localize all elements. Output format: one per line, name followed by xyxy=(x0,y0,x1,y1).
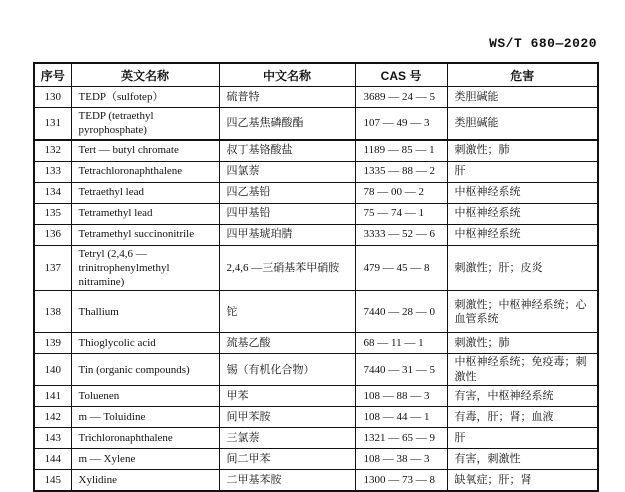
header-chinese-name: 中文名称 xyxy=(219,63,355,87)
table-row xyxy=(34,140,598,162)
header-cas-number: CAS 号 xyxy=(355,63,447,87)
hazard-cell: 中枢神经系统；免疫毒；刺激性 xyxy=(447,354,598,386)
row-number-cell: 139 xyxy=(34,333,71,354)
row-number-cell: 142 xyxy=(34,407,71,428)
row-number-cell: 145 xyxy=(34,470,71,492)
table-row xyxy=(34,203,598,224)
cas-number-cell: 68 — 11 — 1 xyxy=(355,333,447,354)
english-name-cell: Trichloronaphthalene xyxy=(71,428,219,449)
row-number-cell: 132 xyxy=(34,140,71,162)
chinese-name-cell: 硫普特 xyxy=(219,87,355,108)
english-name-cell: TEDP（sulfotep） xyxy=(71,87,219,108)
hazard-cell: 中枢神经系统 xyxy=(447,224,598,245)
table-row xyxy=(34,87,598,108)
table-row xyxy=(34,224,598,245)
cas-number-cell: 3333 — 52 — 6 xyxy=(355,224,447,245)
chinese-name-cell: 叔丁基铬酸盐 xyxy=(219,140,355,162)
table-row xyxy=(34,245,598,291)
chinese-name-cell: 间二甲苯 xyxy=(219,449,355,470)
english-name-cell: Tetrachloronaphthalene xyxy=(71,161,219,182)
english-name-cell: Tin (organic compounds) xyxy=(71,354,219,386)
cas-number-cell: 75 — 74 — 1 xyxy=(355,203,447,224)
chinese-name-cell: 二甲基苯胺 xyxy=(219,470,355,492)
table-row xyxy=(34,108,598,140)
row-number-cell: 135 xyxy=(34,203,71,224)
hazard-cell: 刺激性；中枢神经系统；心血管系统 xyxy=(447,291,598,333)
table-row xyxy=(34,407,598,428)
hazard-cell: 有害，刺激性 xyxy=(447,449,598,470)
hazard-cell: 刺激性；肝；皮炎 xyxy=(447,245,598,291)
header-hazard: 危害 xyxy=(447,63,598,87)
row-number-cell: 144 xyxy=(34,449,71,470)
row-number-cell: 138 xyxy=(34,291,71,333)
cas-number-cell: 78 — 00 — 2 xyxy=(355,182,447,203)
cas-number-cell: 107 — 49 — 3 xyxy=(355,108,447,140)
cas-number-cell: 7440 — 31 — 5 xyxy=(355,354,447,386)
cas-number-cell: 1300 — 73 — 8 xyxy=(355,470,447,492)
table-row xyxy=(34,182,598,203)
table-row xyxy=(34,291,598,333)
english-name-cell: Tetramethyl succinonitrile xyxy=(71,224,219,245)
cas-number-cell: 108 — 38 — 3 xyxy=(355,449,447,470)
table-row xyxy=(34,354,598,386)
hazard-cell: 类胆碱能 xyxy=(447,108,598,140)
hazard-table xyxy=(33,62,599,492)
hazard-cell: 肝 xyxy=(447,428,598,449)
row-number-cell: 143 xyxy=(34,428,71,449)
hazard-cell: 中枢神经系统 xyxy=(447,182,598,203)
hazard-cell: 有毒，肝；肾；血液 xyxy=(447,407,598,428)
english-name-cell: m — Toluidine xyxy=(71,407,219,428)
row-number-cell: 140 xyxy=(34,354,71,386)
table-row xyxy=(34,386,598,407)
english-name-cell: Thioglycolic acid xyxy=(71,333,219,354)
chinese-name-cell: 四乙基铅 xyxy=(219,182,355,203)
cas-number-cell: 7440 — 28 — 0 xyxy=(355,291,447,333)
cas-number-cell: 3689 — 24 — 5 xyxy=(355,87,447,108)
english-name-cell: Tert — butyl chromate xyxy=(71,140,219,162)
hazard-cell: 有害，中枢神经系统 xyxy=(447,386,598,407)
header-row-number: 序号 xyxy=(34,63,71,87)
chinese-name-cell: 2,4,6 —三硝基苯甲硝胺 xyxy=(219,245,355,291)
english-name-cell: Thallium xyxy=(71,291,219,333)
chinese-name-cell: 四甲基铅 xyxy=(219,203,355,224)
chinese-name-cell: 间甲苯胺 xyxy=(219,407,355,428)
table-row xyxy=(34,161,598,182)
row-number-cell: 137 xyxy=(34,245,71,291)
row-number-cell: 133 xyxy=(34,161,71,182)
cas-number-cell: 1335 — 88 — 2 xyxy=(355,161,447,182)
table-row xyxy=(34,333,598,354)
chinese-name-cell: 甲苯 xyxy=(219,386,355,407)
row-number-cell: 141 xyxy=(34,386,71,407)
chinese-name-cell: 铊 xyxy=(219,291,355,333)
chinese-name-cell: 四乙基焦磷酸酯 xyxy=(219,108,355,140)
table-row xyxy=(34,428,598,449)
hazard-cell: 肝 xyxy=(447,161,598,182)
english-name-cell: Tetraethyl lead xyxy=(71,182,219,203)
hazard-cell: 类胆碱能 xyxy=(447,87,598,108)
english-name-cell: m — Xylene xyxy=(71,449,219,470)
english-name-cell: Toluenen xyxy=(71,386,219,407)
cas-number-cell: 479 — 45 — 8 xyxy=(355,245,447,291)
row-number-cell: 131 xyxy=(34,108,71,140)
row-number-cell: 136 xyxy=(34,224,71,245)
table-row xyxy=(34,470,598,492)
hazard-cell: 中枢神经系统 xyxy=(447,203,598,224)
cas-number-cell: 1321 — 65 — 9 xyxy=(355,428,447,449)
chinese-name-cell: 四甲基琥珀腈 xyxy=(219,224,355,245)
standard-code: WS/T 680—2020 xyxy=(489,36,597,51)
hazard-cell: 刺激性；肺 xyxy=(447,140,598,162)
cas-number-cell: 1189 — 85 — 1 xyxy=(355,140,447,162)
english-name-cell: Tetramethyl lead xyxy=(71,203,219,224)
row-number-cell: 130 xyxy=(34,87,71,108)
english-name-cell: Xylidine xyxy=(71,470,219,492)
table-body xyxy=(34,87,598,492)
chinese-name-cell: 四氯萘 xyxy=(219,161,355,182)
table-header-row xyxy=(34,63,598,87)
cas-number-cell: 108 — 88 — 3 xyxy=(355,386,447,407)
cas-number-cell: 108 — 44 — 1 xyxy=(355,407,447,428)
chinese-name-cell: 锡（有机化合物） xyxy=(219,354,355,386)
table-row xyxy=(34,449,598,470)
header-english-name: 英文名称 xyxy=(71,63,219,87)
english-name-cell: TEDP (tetraethyl pyrophosphate) xyxy=(71,108,219,140)
hazard-cell: 刺激性；肺 xyxy=(447,333,598,354)
english-name-cell: Tetryl (2,4,6 — trinitrophenylmethyl nitramine) xyxy=(71,245,219,291)
row-number-cell: 134 xyxy=(34,182,71,203)
chinese-name-cell: 巯基乙酸 xyxy=(219,333,355,354)
hazard-cell: 缺氧症；肝；肾 xyxy=(447,470,598,492)
chinese-name-cell: 三氯萘 xyxy=(219,428,355,449)
